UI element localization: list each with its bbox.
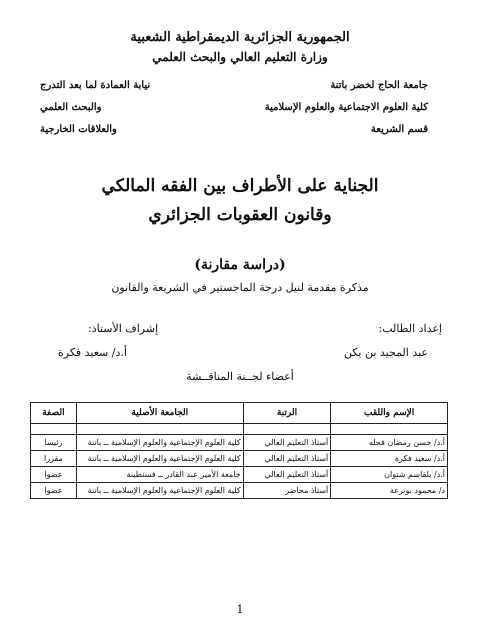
member-role: رئيسا bbox=[31, 435, 77, 451]
table-row bbox=[31, 451, 448, 467]
faculty-name: كلية العلوم الاجتماعية والعلوم الإسلامية bbox=[264, 102, 428, 113]
table-header-row bbox=[31, 403, 448, 424]
member-role: مقررا bbox=[31, 451, 77, 467]
header-name: الإسم واللقب bbox=[331, 403, 448, 424]
supervisor-label: إشراف الأستاذ: bbox=[88, 322, 159, 335]
table-row bbox=[31, 483, 448, 499]
spacer-cell bbox=[31, 424, 77, 435]
republic-heading: الجمهورية الجزائرية الديمقراطية الشعبية bbox=[130, 30, 350, 45]
vice-deanship-line-3: والعلاقات الخارجية bbox=[40, 124, 117, 135]
page-number: 1 bbox=[236, 603, 244, 616]
thesis-title-line-1: الجناية على الأطراف بين الفقه المالكي bbox=[101, 176, 379, 196]
vice-deanship-line-2: والبحث العلمي bbox=[40, 102, 102, 113]
member-role: عضوا bbox=[31, 483, 77, 499]
member-name: أ.د/ حسن رمضان فحله bbox=[331, 435, 448, 451]
member-name: د/ محمود بوترعة bbox=[331, 483, 448, 499]
department-name: قسم الشريعة bbox=[370, 124, 428, 135]
thesis-subtitle: (دراسة مقارنة) bbox=[194, 257, 286, 273]
member-rank: أستاذ التعليم العالي bbox=[243, 435, 331, 451]
header-rank: الرتبة bbox=[243, 403, 331, 424]
ministry-heading: وزارة التعليم العالي والبحث العلمي bbox=[152, 50, 328, 64]
spacer-cell bbox=[331, 424, 448, 435]
table-row bbox=[31, 467, 448, 483]
member-university: كلية العلوم الإجتماعية والعلوم الإسلامية ــ باتنة bbox=[76, 451, 243, 467]
member-rank: أستاذ محاضر bbox=[243, 483, 331, 499]
thesis-title-line-2: وقانون العقوبات الجزائري bbox=[148, 205, 332, 225]
supervisor-name: أ.د/ سعيد فكرة bbox=[58, 346, 127, 359]
member-rank: أستاذ التعليم العالي bbox=[243, 467, 331, 483]
member-name: أ.د/ سعيد فكرة bbox=[331, 451, 448, 467]
table-spacer-row bbox=[31, 424, 448, 435]
member-name: أ.د/ بلقاسم شتوان bbox=[331, 467, 448, 483]
header-role: الصفة bbox=[31, 403, 77, 424]
member-university: كلية العلوم الإجتماعية والعلوم الإسلامية ــ باتنة bbox=[76, 435, 243, 451]
university-name: جامعة الحاج لخضر باتنة bbox=[330, 80, 428, 91]
committee-title: أعضاء لجــنة المناقــشة bbox=[186, 370, 294, 383]
degree-statement: مذكرة مقدمة لنيل درجة الماجستير في الشريعة والقانون bbox=[111, 281, 369, 294]
spacer-cell bbox=[243, 424, 331, 435]
member-university: كلية العلوم الإجتماعية والعلوم الإسلامية ــ باتنة bbox=[76, 483, 243, 499]
vice-deanship-line-1: نيابة العمادة لما بعد التدرج bbox=[40, 80, 151, 91]
member-rank: أستاذ التعليم العالي bbox=[243, 451, 331, 467]
member-university: جامعة الأمير عبد القادر ــ قسنطينة bbox=[76, 467, 243, 483]
student-name: عبد المجيد بن يكن bbox=[343, 346, 428, 359]
member-role: عضوا bbox=[31, 467, 77, 483]
spacer-cell bbox=[76, 424, 243, 435]
table-row bbox=[31, 435, 448, 451]
prepared-by-label: إعداد الطالب: bbox=[378, 322, 442, 335]
header-university: الجامعة الأصلية bbox=[76, 403, 243, 424]
committee-table bbox=[30, 402, 448, 499]
